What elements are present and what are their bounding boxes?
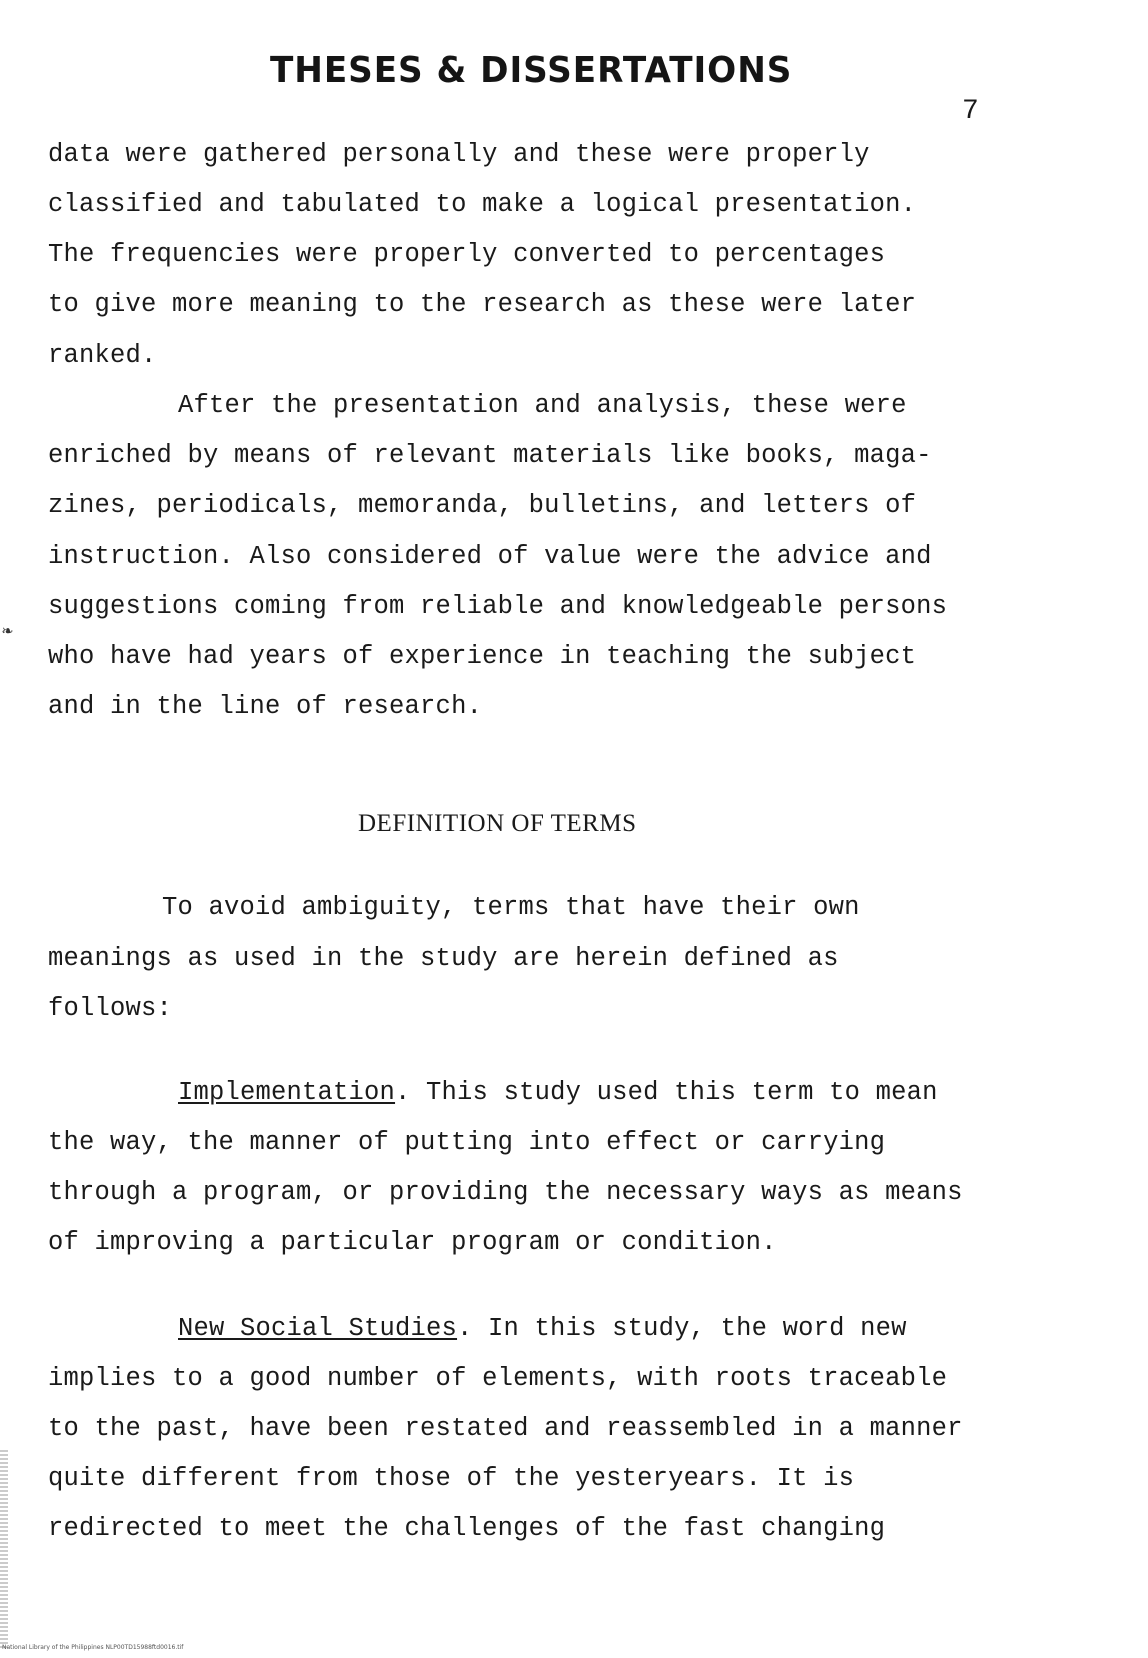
paragraph1-line: ranked. [48, 341, 157, 370]
paragraph2-line: and in the line of research. [48, 692, 483, 721]
term1-line: of improving a particular program or condition. [48, 1228, 777, 1257]
term-new-social-studies: New Social Studies [178, 1314, 458, 1343]
paragraph2-line: who have had years of experience in teaching the subject [48, 642, 917, 671]
paragraph2-line: After the presentation and analysis, these were [178, 391, 907, 420]
term2-first-line-rest: . In this study, the word new [457, 1314, 907, 1343]
theses-dissertations-stamp: THESES & DISSERTATIONS [270, 50, 793, 91]
paragraph2-line: suggestions coming from reliable and knowledgeable persons [48, 592, 948, 621]
term1-first-line [178, 1077, 938, 1109]
term-implementation: Implementation [178, 1078, 396, 1107]
scan-footer: National Library of the Philippines NLP00TD15988ftd0016.tif [2, 1644, 184, 1651]
term2-line: to the past, have been restated and reassembled in a manner [48, 1414, 963, 1443]
paragraph1-line: to give more meaning to the research as these were later [48, 290, 917, 319]
paragraph1-line: classified and tabulated to make a logical presentation. [48, 190, 917, 219]
term2-line: implies to a good number of elements, with roots traceable [48, 1364, 948, 1393]
paragraph2-line: instruction. Also considered of value were the advice and [48, 542, 932, 571]
paragraph2-line: zines, periodicals, memoranda, bulletins, and letters of [48, 491, 917, 520]
paragraph1-line: The frequencies were properly converted to percentages [48, 240, 886, 269]
paragraph1-line: data were gathered personally and these were properly [48, 140, 870, 169]
paragraph3-line: follows: [48, 994, 173, 1023]
page-number: 7 [962, 96, 979, 127]
paragraph3-line: meanings as used in the study are herein defined as [48, 944, 839, 973]
term1-first-line-rest: . This study used this term to mean [395, 1078, 938, 1107]
paragraph2-line: enriched by means of relevant materials like books, maga- [48, 441, 932, 470]
section-heading: DEFINITION OF TERMS [358, 810, 637, 837]
scan-edge-artifact [0, 1450, 8, 1650]
scan-mark-icon: ❧ [2, 622, 13, 642]
term2-line: redirected to meet the challenges of the fast changing [48, 1514, 886, 1543]
term2-line: quite different from those of the yesteryears. It is [48, 1464, 855, 1493]
paragraph3-line: To avoid ambiguity, terms that have their own [162, 893, 860, 922]
term2-first-line [178, 1313, 907, 1345]
term1-line: the way, the manner of putting into effect or carrying [48, 1128, 886, 1157]
term1-line: through a program, or providing the necessary ways as means [48, 1178, 963, 1207]
